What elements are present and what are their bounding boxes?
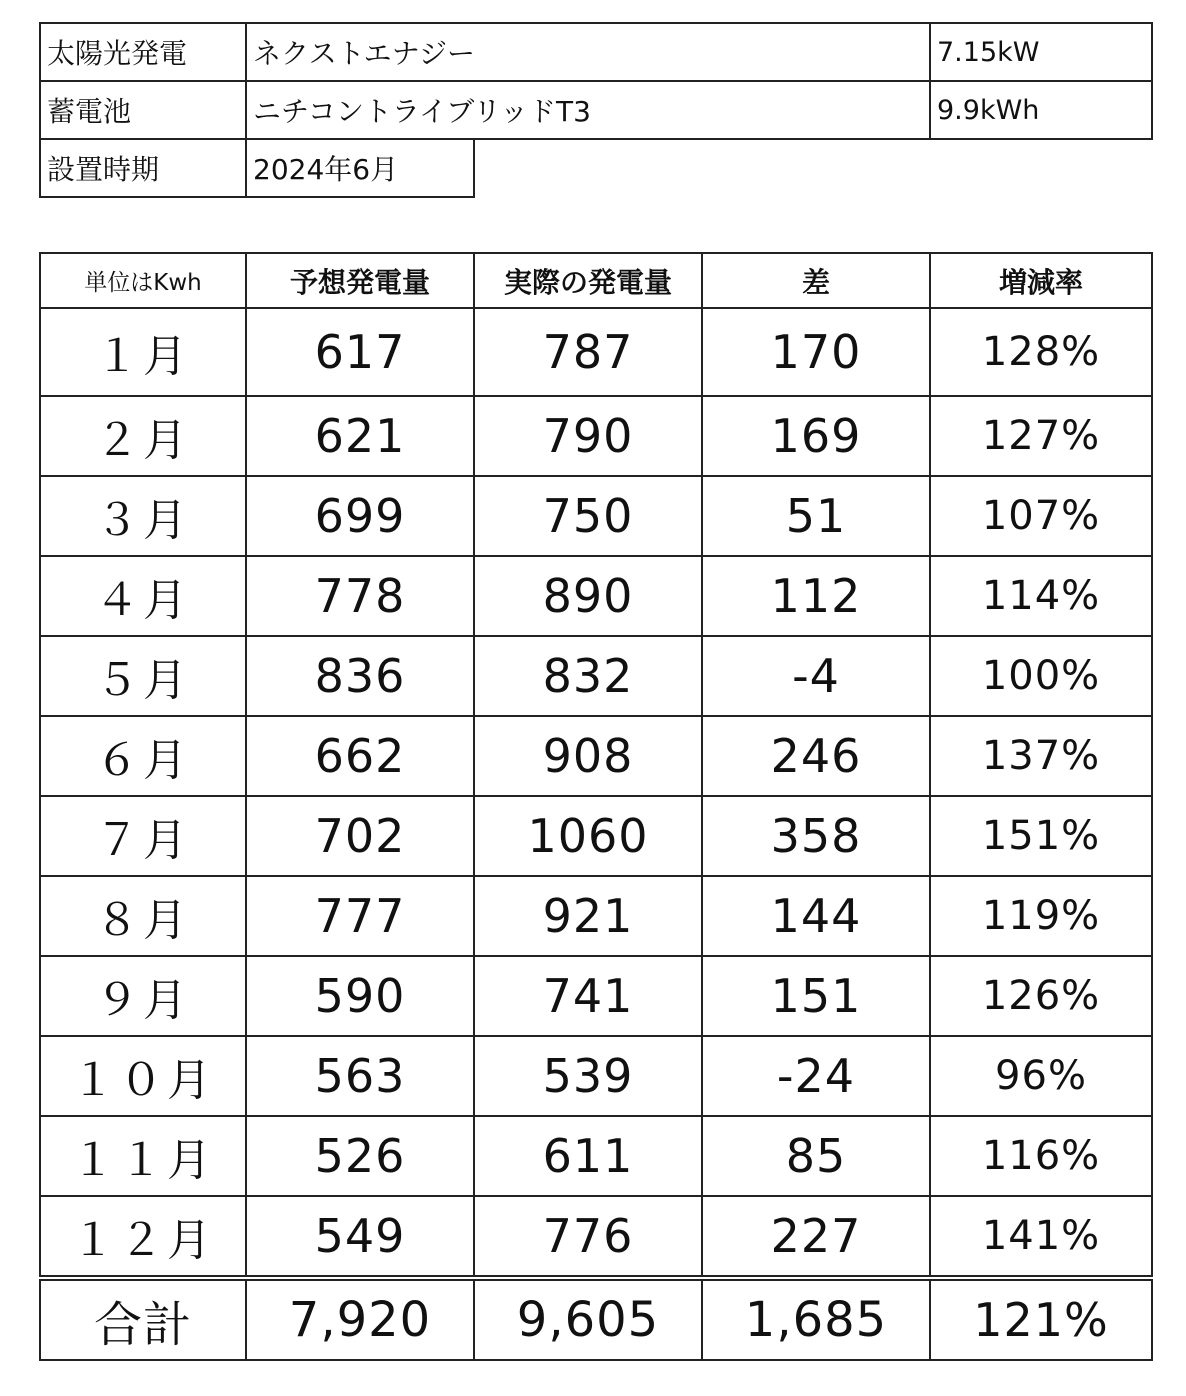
info-name: ネクストエナジー — [246, 23, 930, 81]
diff-cell: 144 — [702, 876, 930, 956]
table-row — [40, 716, 1152, 796]
month-cell: ３月 — [40, 476, 246, 556]
actual-cell: 1060 — [474, 796, 702, 876]
actual-cell: 921 — [474, 876, 702, 956]
rate-cell: 127% — [930, 396, 1152, 476]
rate-cell: 128% — [930, 308, 1152, 396]
rate-cell: 151% — [930, 796, 1152, 876]
total-row — [40, 1278, 1152, 1360]
total-rate: 121% — [930, 1278, 1152, 1360]
actual-cell: 741 — [474, 956, 702, 1036]
diff-cell: 169 — [702, 396, 930, 476]
actual-cell: 832 — [474, 636, 702, 716]
table-row — [40, 1036, 1152, 1116]
unit-header: 単位はKwh — [40, 253, 246, 308]
actual-header: 実際の発電量 — [474, 253, 702, 308]
expected-cell: 590 — [246, 956, 474, 1036]
month-cell: ８月 — [40, 876, 246, 956]
info-label: 蓄電池 — [40, 81, 246, 139]
info-row-battery — [40, 81, 1152, 139]
month-cell: ４月 — [40, 556, 246, 636]
month-cell: ７月 — [40, 796, 246, 876]
rate-cell: 141% — [930, 1196, 1152, 1278]
rate-cell: 116% — [930, 1116, 1152, 1196]
expected-cell: 699 — [246, 476, 474, 556]
table-row — [40, 308, 1152, 396]
month-cell: １０月 — [40, 1036, 246, 1116]
month-cell: ９月 — [40, 956, 246, 1036]
diff-cell: 112 — [702, 556, 930, 636]
diff-cell: 151 — [702, 956, 930, 1036]
diff-cell: 227 — [702, 1196, 930, 1278]
table-row — [40, 1196, 1152, 1278]
expected-cell: 617 — [246, 308, 474, 396]
actual-cell: 790 — [474, 396, 702, 476]
month-cell: １月 — [40, 308, 246, 396]
diff-cell: 170 — [702, 308, 930, 396]
total-expected: 7,920 — [246, 1278, 474, 1360]
total-actual: 9,605 — [474, 1278, 702, 1360]
table-row — [40, 876, 1152, 956]
expected-cell: 777 — [246, 876, 474, 956]
actual-cell: 750 — [474, 476, 702, 556]
table-row — [40, 556, 1152, 636]
expected-cell: 526 — [246, 1116, 474, 1196]
header-row — [40, 253, 1152, 308]
month-cell: １１月 — [40, 1116, 246, 1196]
generation-table — [39, 252, 1153, 1361]
diff-cell: 51 — [702, 476, 930, 556]
table-row — [40, 796, 1152, 876]
rate-cell: 107% — [930, 476, 1152, 556]
actual-cell: 787 — [474, 308, 702, 396]
info-blank — [474, 139, 1152, 197]
expected-cell: 836 — [246, 636, 474, 716]
diff-header: 差 — [702, 253, 930, 308]
actual-cell: 890 — [474, 556, 702, 636]
diff-cell: 85 — [702, 1116, 930, 1196]
actual-cell: 539 — [474, 1036, 702, 1116]
info-name: ニチコントライブリッドT3 — [246, 81, 930, 139]
info-row-install-date — [40, 139, 1152, 197]
info-name: 2024年6月 — [246, 139, 474, 197]
actual-cell: 776 — [474, 1196, 702, 1278]
diff-cell: 358 — [702, 796, 930, 876]
expected-cell: 778 — [246, 556, 474, 636]
rate-cell: 137% — [930, 716, 1152, 796]
diff-cell: -4 — [702, 636, 930, 716]
table-row — [40, 396, 1152, 476]
system-info-table — [39, 22, 1153, 198]
info-row-solar — [40, 23, 1152, 81]
expected-cell: 662 — [246, 716, 474, 796]
rate-cell: 96% — [930, 1036, 1152, 1116]
month-cell: ２月 — [40, 396, 246, 476]
rate-header: 増減率 — [930, 253, 1152, 308]
rate-cell: 119% — [930, 876, 1152, 956]
expected-cell: 549 — [246, 1196, 474, 1278]
table-row — [40, 636, 1152, 716]
table-row — [40, 476, 1152, 556]
rate-cell: 126% — [930, 956, 1152, 1036]
actual-cell: 611 — [474, 1116, 702, 1196]
diff-cell: 246 — [702, 716, 930, 796]
actual-cell: 908 — [474, 716, 702, 796]
month-cell: ５月 — [40, 636, 246, 716]
table-row — [40, 956, 1152, 1036]
table-row — [40, 1116, 1152, 1196]
total-diff: 1,685 — [702, 1278, 930, 1360]
info-label: 太陽光発電 — [40, 23, 246, 81]
expected-cell: 702 — [246, 796, 474, 876]
month-cell: １２月 — [40, 1196, 246, 1278]
month-cell: ６月 — [40, 716, 246, 796]
info-spec: 9.9kWh — [930, 81, 1152, 139]
expected-cell: 621 — [246, 396, 474, 476]
info-label: 設置時期 — [40, 139, 246, 197]
expected-cell: 563 — [246, 1036, 474, 1116]
diff-cell: -24 — [702, 1036, 930, 1116]
expected-header: 予想発電量 — [246, 253, 474, 308]
table-body — [40, 308, 1152, 1278]
rate-cell: 114% — [930, 556, 1152, 636]
total-label: 合計 — [40, 1278, 246, 1360]
rate-cell: 100% — [930, 636, 1152, 716]
info-spec: 7.15kW — [930, 23, 1152, 81]
